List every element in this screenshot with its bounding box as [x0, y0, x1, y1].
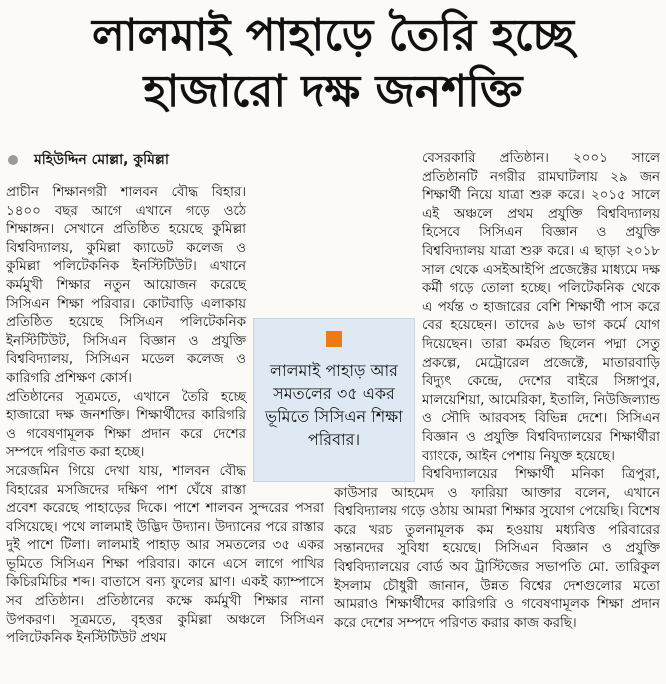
- bullet-icon: [8, 155, 18, 165]
- byline: [6, 150, 324, 170]
- article-paragraph: প্রতিষ্ঠানের সূত্রমতে, এখানে তৈরি হচ্ছে হাজারো দক্ষ জনশক্তি। শিক্ষার্থীদের কারিগরি ও গবেষণামূলক শিক্ষা প্রদান করে দেশের সম্পদে পরিণত করা হচ্ছে।: [6, 389, 246, 461]
- headline-line-2: হাজারো দক্ষ জনশক্তি: [143, 66, 523, 117]
- orange-square-icon: [326, 331, 342, 347]
- byline-text: মহিউদ্দিন মোল্লা, কুমিল্লা: [34, 152, 169, 168]
- article-paragraph: বেসরকারি প্রতিষ্ঠান। ২০০১ সালে প্রতিষ্ঠানটি নগরীর রামঘাটলায় ২৯ জন শিক্ষার্থী নিয়ে যাত্রা শুরু করে। ২০১৫ সালে এই অঞ্চলে প্রথম প্রযুক্তি বিশ্ববিদ্যালয় হিসেবে সিসিএন বিজ্ঞান ও প্রযুক্তি বিশ্ববিদ্যালয় যাত্রা শুরু করে। এ ছাড়া ২০১৮ সাল থেকে এসইআইপি প্রজেক্টের মাধ্যমে দক্ষ কর্মী গড়ে তোলা হচ্ছে। পলিটেকনিক থেকে এ পর্যন্ত ৩ হাজারের বেশি শিক্ষার্থী পাস করে বের হয়েছেন। তাদের ৯৬ ভাগ কর্মে যোগ দিয়েছেন। তারা কর্মরত ছিলেন পদ্মা সেতু প্রকল্পে, মেট্রোরেল প্রজেক্টে, মাতারবাড়ি বিদ্যুৎ কেন্দ্রে, দেশের বাইরে সিঙ্গাপুর, মালয়েশিয়া, আমেরিকা, ইতালি, নিউজিল্যান্ড ও সৌদি আরবসহ বিভিন্ন দেশে। সিসিএন বিজ্ঞান ও প্রযুক্তি বিশ্ববিদ্যালয়ের শিক্ষার্থীরা ব্যাংকে, আইন পেশায় নিযুক্ত হয়েছে।: [422, 151, 660, 464]
- article-paragraph: বিশ্ববিদ্যালয়ের শিক্ষার্থী মনিকা ত্রিপুরা, কাউসার আহমেদ ও ফারিয়া আক্তার বলেন, এখানে বিশ্ববিদ্যালয় গড়ে ওঠায় আমরা শিক্ষার সুযোগ পেয়েছি। বিশেষ করে খরচ তুলনামূলক কম হওয়ায় মধ্যবিত্ত পরিবারের সন্তানদের সুবিধা হয়েছে। সিসিএন বিজ্ঞান ও প্রযুক্তি বিশ্ববিদ্যালয়ের বোর্ড অব ট্রাস্টিজের সভাপতি মো. তারিকুল ইসলাম চৌধুরী জানান, উন্নত বিশ্বের দেশগুলোর মতো আমরাও শিক্ষার্থীদের কারিগরি ও গবেষণামূলক শিক্ষা প্রদান করে দেশের সম্পদে পরিণত করার কাজ করছি।: [334, 467, 660, 631]
- headline: [0, 8, 666, 120]
- headline-line-1: লালমাই পাহাড়ে তৈরি হচ্ছে: [91, 10, 574, 61]
- pull-quote-box: [253, 318, 415, 482]
- article-paragraph: সরেজমিন গিয়ে দেখা যায়, শালবন বৌদ্ধ বিহারের মসজিদের দক্ষিণ পাশ ঘেঁষে রাস্তা প্রবেশ করেছে পাহাড়ের দিকে। পাশে শালবন সুন্দরের পসরা বসিয়েছে। পথে লালমাই উদ্ভিদ উদ্যান। উদ্যানের পরে রাস্তার দুই পাশে টিলা। লালমাই পাহাড় আর সমতলের ৩৫ একর ভূমিতে সিসিএন শিক্ষা পরিবার। কানে এসে লাগে পাখির কিচিরমিচির শব্দ। বাতাসে বন্য ফুলের ঘ্রাণ। একই ক্যাম্পাসে সব প্রতিষ্ঠান। প্রতিষ্ঠানের কক্ষে কর্মমুখী শিক্ষার নানা উপকরণ। সূত্রমতে, বৃহত্তর কুমিল্লা অঞ্চলে সিসিএন পলিটেকনিক ইনস্টিটিউট প্রথম: [6, 463, 324, 647]
- article-paragraph: প্রাচীন শিক্ষানগরী শালবন বৌদ্ধ বিহার। ১৪০০ বছর আগে এখানে গড়ে ওঠে শিক্ষাঙ্গন। সেখানে প্রতিষ্ঠিত হয়েছে কুমিল্লা বিশ্ববিদ্যালয়, কুমিল্লা ক্যাডেট কলেজ ও কুমিল্লা পলিটেকনিক ইনস্টিটিউট। এখানে কর্মমুখী শিক্ষার নতুন আয়োজন করেছে সিসিএন শিক্ষা পরিবার। কোটবাড়ি এলাকায় প্রতিষ্ঠিত হয়েছে সিসিএন পলিটেকনিক ইনস্টিটিউট, সিসিএন বিজ্ঞান ও প্রযুক্তি বিশ্ববিদ্যালয়, সিসিএন মডেল কলেজ ও কারিগরি প্রশিক্ষণ কোর্স।: [6, 185, 246, 386]
- pull-quote-text: লালমাই পাহাড় আর সমতলের ৩৫ একর ভূমিতে সিসিএন শিক্ষা পরিবার।: [265, 361, 403, 449]
